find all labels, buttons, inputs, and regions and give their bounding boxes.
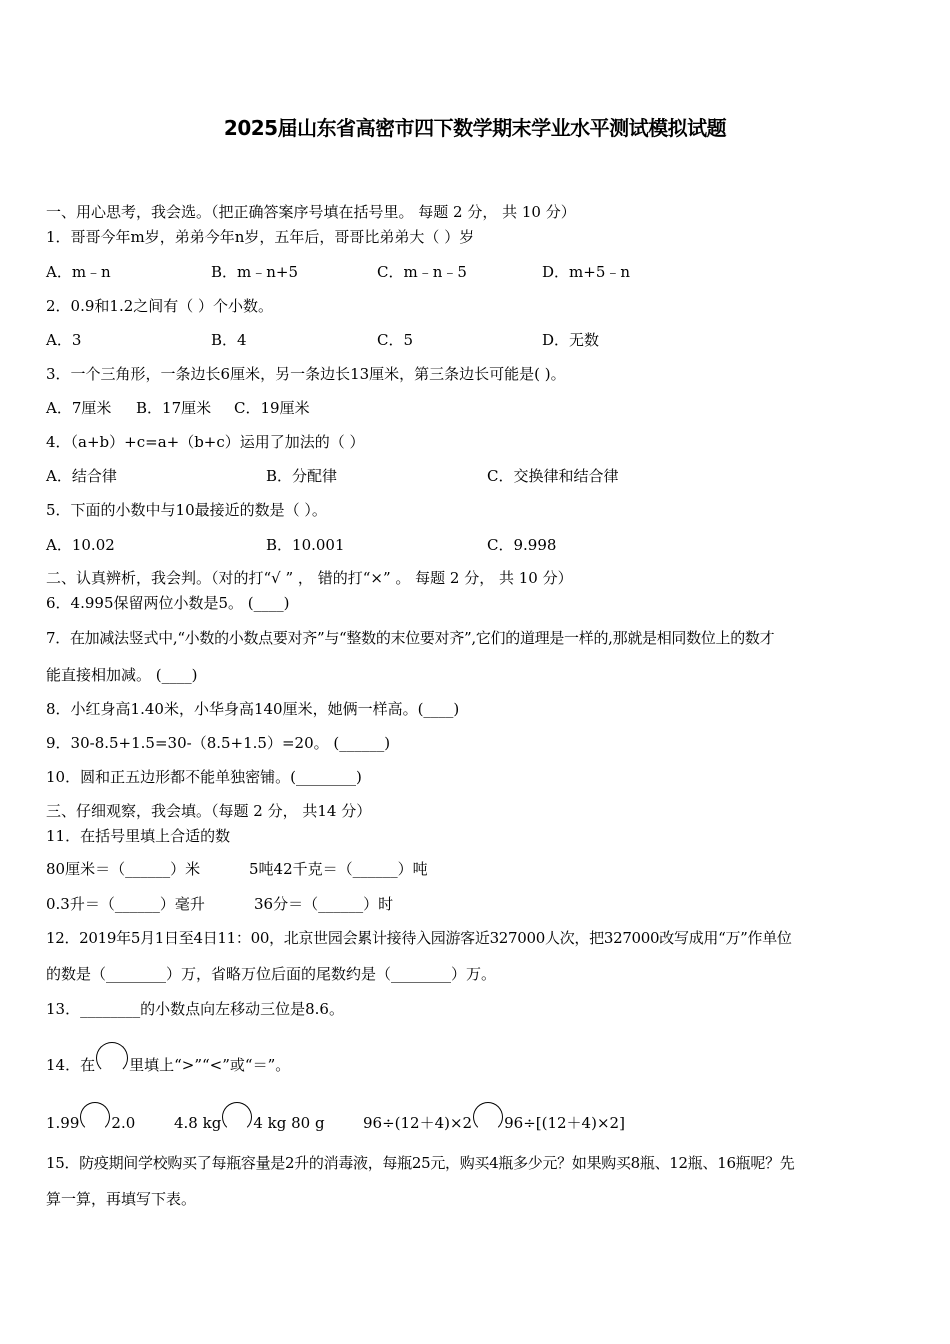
question-6: 6．4.995保留两位小数是5。 (____): [46, 594, 290, 612]
q1-option-a: A．m﹣n: [46, 263, 111, 281]
q1-option-b: B．m﹣n+5: [211, 263, 299, 281]
q2-option-d: D．无数: [542, 331, 600, 349]
q11-item-d: 36分＝（______）时: [254, 895, 394, 913]
q1-option-c: C．m﹣n﹣5: [377, 263, 467, 281]
q11-item-b: 5吨42千克＝（______）吨: [249, 860, 428, 878]
question-7-line-2: 能直接相加减。 (____): [46, 666, 198, 684]
q2-option-c: C．5: [377, 331, 414, 349]
answer-circle-icon[interactable]: [80, 1102, 110, 1132]
q1-option-d: D．m+5﹣n: [542, 263, 631, 281]
q14-suffix: 里填上“>”“<”或“＝”。: [129, 1056, 291, 1074]
question-12-line-1: 12．2019年5月1日至4日11：00，北京世园会累计接待入园游客近327000人次，把327000改写成用“万”作单位: [46, 929, 792, 947]
section-2-heading: 二、认真辨析，我会判。（对的打“√ ” ， 错的打“×” 。 每题 2 分， 共 10 分）: [46, 569, 573, 587]
question-14: [46, 1042, 290, 1075]
question-12-line-2: 的数是（________）万，省略万位后面的尾数约是（________）万。: [46, 965, 497, 983]
q4-option-a: A．结合律: [46, 467, 117, 485]
question-1: 1．哥哥今年m岁，弟弟今年n岁，五年后，哥哥比弟弟大（ ）岁: [46, 228, 475, 246]
question-5: 5．下面的小数中与10最接近的数是（ ）。: [46, 501, 327, 519]
q2-option-a: A．3: [46, 331, 82, 349]
q3-option-b: B．17厘米: [136, 399, 212, 417]
q14-item-2: [174, 1102, 325, 1133]
question-11: 11．在括号里填上合适的数: [46, 827, 231, 845]
q14-item-1-left: 1.99: [46, 1114, 80, 1132]
q14-item-3-left: 96÷(12＋4)×2: [363, 1114, 473, 1132]
question-3: 3．一个三角形，一条边长6厘米，另一条边长13厘米，第三条边长可能是( )。: [46, 365, 566, 383]
q11-item-a: 80厘米＝（______）米: [46, 860, 201, 878]
q14-item-3-right: 96÷[(12＋4)×2]: [504, 1114, 625, 1132]
page-title: 2025届山东省高密市四下数学期末学业水平测试模拟试题: [223, 116, 727, 140]
q5-option-a: A．10.02: [46, 536, 115, 554]
q5-option-c: C．9.998: [487, 536, 557, 554]
q14-item-2-left: 4.8 kg: [174, 1114, 222, 1132]
question-15-line-2: 算一算，再填写下表。: [46, 1190, 197, 1208]
answer-circle-icon[interactable]: [473, 1102, 503, 1132]
question-2: 2．0.9和1.2之间有（ ）个小数。: [46, 297, 274, 315]
q3-option-a: A．7厘米: [46, 399, 112, 417]
q14-item-3: [363, 1102, 625, 1133]
question-4: 4．（a+b）+c=a+（b+c）运用了加法的（ ）: [46, 433, 365, 451]
q4-option-b: B．分配律: [266, 467, 338, 485]
compare-circle-icon: [96, 1042, 128, 1074]
q2-option-b: B．4: [211, 331, 247, 349]
section-1-heading: 一、用心思考，我会选。（把正确答案序号填在括号里。 每题 2 分， 共 10 分）: [46, 203, 576, 221]
q5-option-b: B．10.001: [266, 536, 345, 554]
answer-circle-icon[interactable]: [222, 1102, 252, 1132]
q14-item-1-right: 2.0: [111, 1114, 136, 1132]
q11-item-c: 0.3升＝（______）毫升: [46, 895, 205, 913]
question-10: 10．圆和正五边形都不能单独密铺。(________): [46, 768, 362, 786]
question-13: 13．________的小数点向左移动三位是8.6。: [46, 1000, 344, 1018]
question-7-line-1: 7．在加减法竖式中,“小数的小数点要对齐”与“整数的末位要对齐”,它们的道理是一样的,那就是相同数位上的数才: [46, 629, 775, 647]
q14-prefix: 14．在: [46, 1056, 96, 1074]
q14-item-2-right: 4 kg 80 g: [253, 1114, 325, 1132]
question-8: 8．小红身高1.40米，小华身高140厘米，她俩一样高。(____): [46, 700, 460, 718]
question-9: 9．30-8.5+1.5=30-（8.5+1.5）=20。 (______): [46, 734, 391, 752]
section-3-heading: 三、仔细观察，我会填。（每题 2 分， 共14 分）: [46, 802, 372, 820]
q3-option-c: C．19厘米: [234, 399, 310, 417]
q14-item-1: [46, 1102, 135, 1133]
question-15-line-1: 15．防疫期间学校购买了每瓶容量是2升的消毒液，每瓶25元，购买4瓶多少元？如果购买8瓶、12瓶、16瓶呢？先: [46, 1154, 795, 1172]
q4-option-c: C．交换律和结合律: [487, 467, 619, 485]
